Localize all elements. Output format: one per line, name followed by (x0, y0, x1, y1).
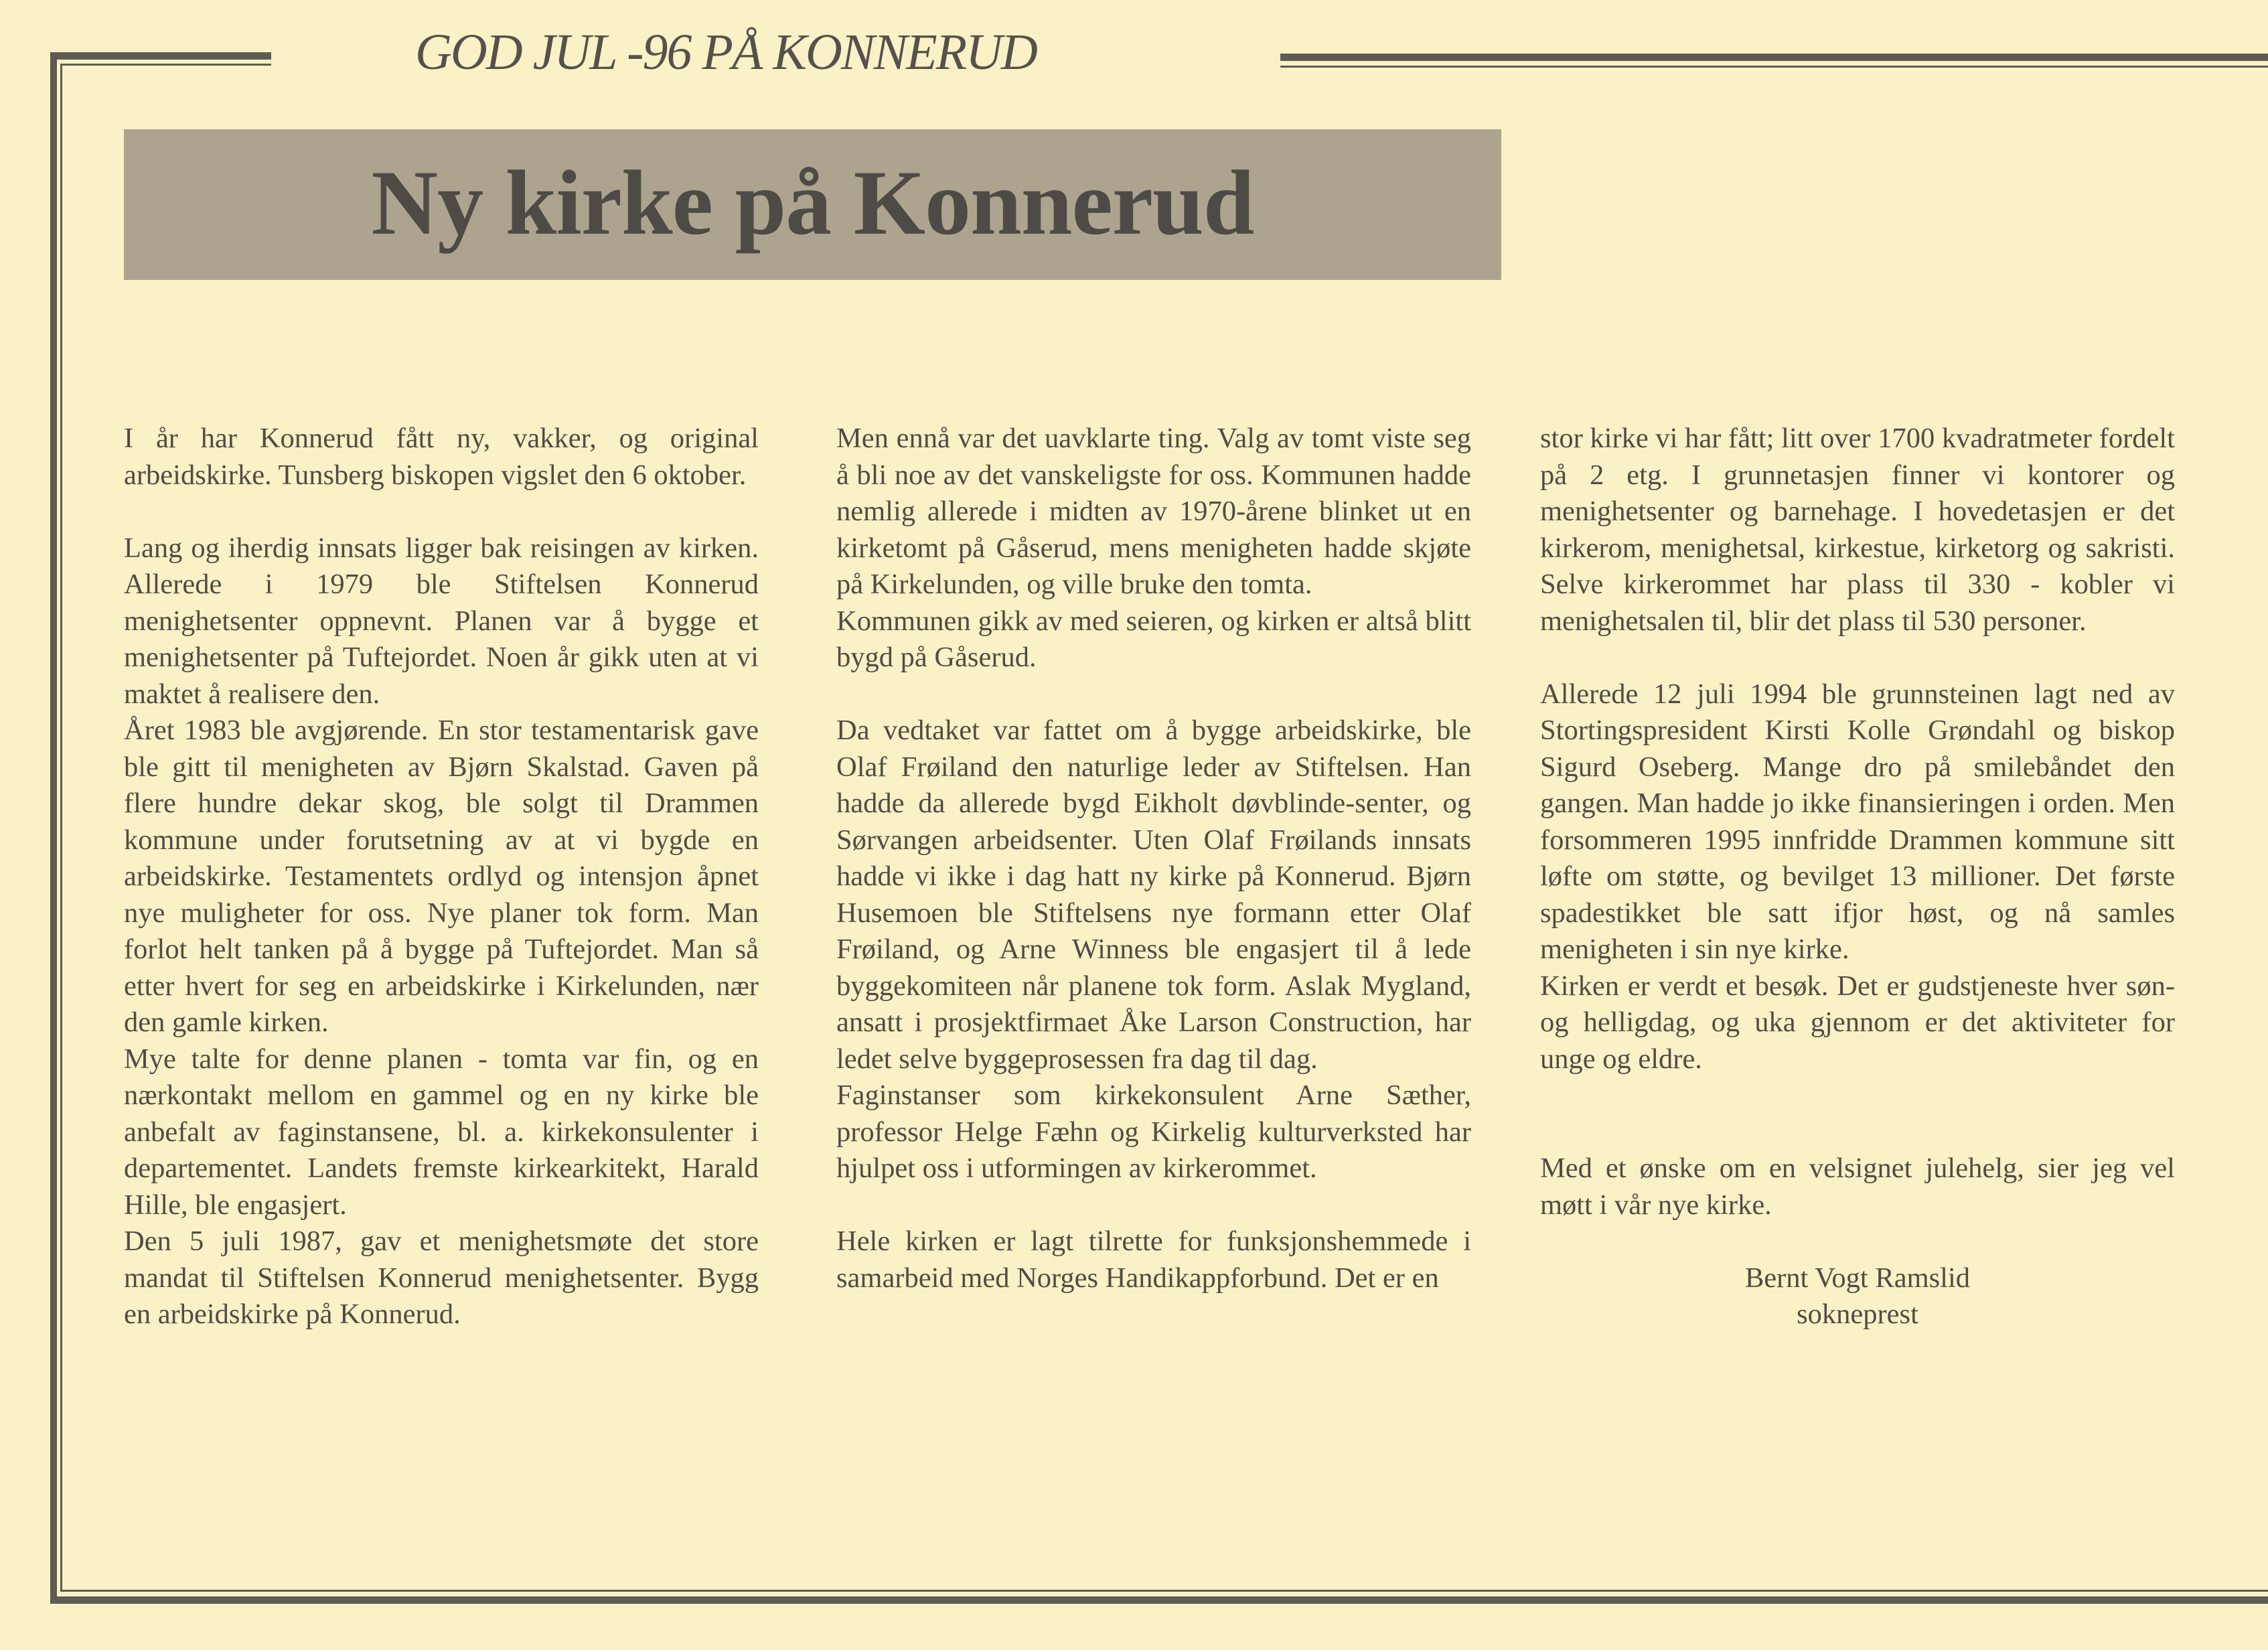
signature-name: Bernt Vogt Ramslid (1744, 1262, 1971, 1294)
frame-top-left-thin-rule (60, 64, 271, 66)
paragraph: Da vedtaket var fattet om å bygge arbeidskirke, ble Olaf Frøiland den naturlige leder av Stiftelsen. Han hadde da allerede bygd Eikholt døvblinde-senter, og Sørvangen arbeidsenter. Uten Olaf Frøilands innsats hadde vi ikke i dag hatt ny kirke på Konnerud. Bjørn Husemoen ble Stiftelsens nye formann etter Olaf Frøiland, og Arne Winness ble engasjert til å lede byggekomiteen når planene tok form. Aslak Mygland, ansatt i prosjektfirmaet Åke Larson Construction, har ledet selve byggeprosessen fra dag til dag. (836, 715, 1471, 1075)
paragraph: Allerede 12 juli 1994 ble grunnsteinen lagt ned av Stortingspresident Kirsti Kolle Grøndahl og biskop Sigurd Oseberg. Mange dro på smilebåndet den gangen. Man hadde jo ikke finansieringen i orden. Men forsommeren 1995 innfridde Drammen kommune sitt løfte om støtte, og bevilget 13 millioner. Det første spadestikket ble satt ifjor høst, og nå samles menigheten i sin nye kirke. (1540, 678, 2175, 965)
paragraph: Men ennå var det uavklarte ting. Valg av tomt viste seg å bli noe av det vanskeligste for oss. Kommunen hadde nemlig allerede i midten av 1970-årene blinket ut en kirketomt på Gåserud, mens menigheten hadde skjøte på Kirkelunden, og ville bruke den tomta. (836, 423, 1471, 600)
paragraph: Den 5 juli 1987, gav et menighetsmøte det store mandat til Stiftelsen Konnerud menighetsenter. Bygg en arbeidskirke på Konnerud. (124, 1225, 759, 1330)
frame-bottom-thin-rule (60, 1590, 2268, 1592)
masthead: GOD JUL -96 PÅ KONNERUD (415, 24, 1037, 80)
paragraph: Året 1983 ble avgjørende. En stor testamentarisk gave ble gitt til menigheten av Bjørn Skalstad. Gaven på flere hundre dekar skog, ble solgt til Drammen kommune under forutsetning av at vi bygde en arbeidskirke. Testamentets ordlyd og intensjon åpnet nye muligheter for oss. Nye planer tok form. Man forlot helt tanken på å bygge på Tuftejordet. Man så etter hvert for seg en arbeidskirke i Kirkelunden, nær den gamle kirken. (124, 715, 759, 1038)
title-band (124, 129, 1501, 280)
paragraph: Lang og iherdig innsats ligger bak reisingen av kirken. Allerede i 1979 ble Stiftelsen Konnerud menighetsenter oppnevnt. Planen var å bygge et menighetsenter på Tuftejordet. Noen år gikk uten at vi maktet å realisere den. (124, 532, 759, 710)
paragraph: stor kirke vi har fått; litt over 1700 kvadratmeter fordelt på 2 etg. I grunnetasjen finner vi kontorer og menighetsenter og barnehage. I hovedetasjen er det kirkerom, menighetsal, kirkestue, kirketorg og sakristi. Selve kirkerommet har plass til 330 - kobler vi menighetsalen til, blir det plass til 530 personer. (1540, 423, 2175, 637)
signature-role: sokneprest (1797, 1298, 1918, 1330)
paragraph: Kommunen gikk av med seieren, og kirken er altså blitt bygd på Gåserud. (836, 605, 1471, 673)
paragraph: Mye talte for denne planen - tomta var fin, og en nærkontakt mellom en gammel og en ny kirke ble anbefalt av faginstansene, bl. a. kirkekonsulenter i departementet. Landets fremste kirkearkitekt, Harald Hille, ble engasjert. (124, 1043, 759, 1221)
frame-top-left-thick-rule (50, 52, 271, 60)
frame-left-thin-rule (60, 64, 62, 1592)
frame-top-right-thin-rule (1280, 66, 2268, 68)
frame-top-right-thick-rule (1280, 54, 2268, 61)
paragraph: Kirken er verdt et besøk. Det er gudstjeneste hver søn- og helligdag, og uka gjennom er det aktiviteter for unge og eldre. (1540, 970, 2175, 1075)
frame-left-thick-rule (50, 52, 57, 1603)
paragraph: Faginstanser som kirkekonsulent Arne Sæther, professor Helge Fæhn og Kirkelig kulturverksted har hjulpet oss i utformingen av kirkerommet. (836, 1079, 1471, 1184)
closing-paragraph: Med et ønske om en velsignet julehelg, sier jeg vel møtt i vår nye kirke. (1540, 1152, 2175, 1221)
article-column-2 (836, 421, 1471, 1296)
paragraph: I år har Konnerud fått ny, vakker, og original arbeidskirke. Tunsberg biskopen vigslet den 6 oktober. (124, 423, 759, 491)
article-column-3 (1540, 421, 2175, 1333)
article-column-1 (124, 421, 759, 1333)
frame-bottom-thick-rule (50, 1596, 2268, 1604)
article-title: Ny kirke på Konnerud (371, 151, 1254, 254)
paragraph: Hele kirken er lagt tilrette for funksjonshemmede i samarbeid med Norges Handikappforbund. Det er en (836, 1225, 1471, 1294)
